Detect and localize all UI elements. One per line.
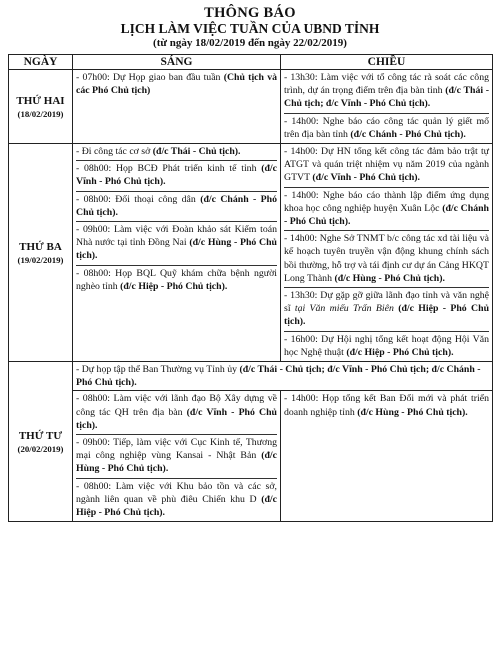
schedule-entry [76, 70, 277, 99]
entry-text: - 14h00: Họp tổng kết Ban Đổi mới và phát triển doanh nghiệp tỉnh [284, 393, 489, 418]
afternoon-cell [281, 70, 493, 144]
schedule-entry [76, 161, 277, 191]
morning-cell [73, 391, 281, 522]
schedule-entry [284, 144, 489, 188]
entry-text: - 14h00: Nghe báo cáo công tác quản lý giết mổ trên địa bàn tỉnh [284, 115, 489, 140]
entry-text: - 07h00: Dự Họp giao ban đầu tuần [76, 72, 224, 83]
entry-attendees: (đ/c Hiệp - Phó Chủ tịch). [120, 280, 228, 292]
entry-attendees: (Chủ tịch và các Phó Chủ tịch) [76, 72, 277, 97]
entry-attendees: (đ/c Hiệp - Phó Chủ tịch). [76, 493, 277, 519]
table-header-row [9, 55, 493, 70]
entry-attendees: (đ/c Hùng - Phó Chủ tịch). [76, 450, 277, 475]
schedule-entry [76, 391, 277, 435]
day-name: THỨ HAI [16, 94, 65, 107]
entry-attendees: (đ/c Thái - Chủ tịch; đ/c Vĩnh - Phó Chủ tịch). [284, 85, 489, 110]
entry-text: - Dự họp tập thể Ban Thường vụ Tỉnh ủy [76, 364, 240, 376]
schedule-table [8, 54, 493, 522]
entry-text: - 14h00: Nghe Sở TNMT b/c công tác xd tài liệu và kế hoạch tuyên truyền vận động khung chính sách bồi thường, hỗ trợ và tái định cư dự án Cảng HKQT Long Thành [284, 233, 489, 284]
entry-attendees: (đ/c Chánh - Phó Chủ tịch). [284, 202, 489, 228]
entry-text: - 13h30: Làm việc với tổ công tác rà soát các công trình, dự án trọng điểm trên địa bàn tỉnh [284, 72, 489, 97]
table-row [9, 362, 493, 391]
entry-text: - 08h00: Làm việc với lãnh đạo Bộ Xây dựng về công tác QH trên địa bàn [76, 393, 277, 418]
entry-text: - 13h30: Dự gặp gỡ giữa lãnh đạo tỉnh và văn nghệ sĩ [284, 290, 489, 315]
doc-date-range: (từ ngày 18/02/2019 đến ngày 22/02/2019) [153, 37, 347, 49]
table-row [9, 391, 493, 522]
document-header [8, 6, 492, 51]
afternoon-cell [281, 391, 493, 522]
entry-text: - 08h00: Đối thoại công dân [76, 193, 201, 205]
schedule-entry [284, 114, 489, 143]
schedule-entry [76, 222, 277, 266]
entry-text: - 09h00: Làm việc với Đoàn khảo sát Kiểm toán Nhà nước tại tỉnh Đồng Nai [76, 224, 277, 249]
table-row [9, 144, 493, 362]
day-cell [9, 70, 73, 144]
day-date: (18/02/2019) [17, 108, 64, 119]
schedule-entry [284, 70, 489, 114]
schedule-entry [76, 479, 277, 522]
entry-attendees: (đ/c Hùng - Phó Chủ tịch). [357, 406, 468, 418]
schedule-body [9, 70, 493, 522]
schedule-entry [76, 435, 277, 479]
day-name: THỨ BA [19, 240, 62, 253]
schedule-entry [76, 144, 277, 161]
day-date: (19/02/2019) [17, 254, 64, 265]
entry-attendees: (đ/c Vĩnh - Phó Chủ tịch). [76, 406, 277, 431]
day-cell [9, 362, 73, 522]
col-header-afternoon: CHIỀU [281, 55, 493, 70]
entry-attendees: (đ/c Vĩnh - Phó Chủ tịch). [76, 163, 277, 188]
table-row [9, 70, 493, 144]
entry-text: - 16h00: Dự Hội nghị tổng kết hoạt động Hội Văn học Nghệ thuật [284, 333, 489, 358]
entry-attendees: (đ/c Chánh - Phó Chủ tịch). [76, 193, 277, 218]
entry-text: - 14h00: Nghe báo cáo thành lập điểm ứng dụng khoa học công nghiệp huyện Xuân Lộc [284, 189, 489, 214]
entry-attendees: (đ/c Hiệp - Phó Chủ tịch). [284, 303, 490, 328]
doc-subtitle: LỊCH LÀM VIỆC TUẦN CỦA UBND TỈNH [120, 21, 380, 36]
entry-attendees: (đ/c Chánh - Phó Chủ tịch). [350, 128, 466, 140]
day-cell [9, 144, 73, 362]
entry-attendees: (đ/c Hùng - Phó Chủ tịch). [334, 272, 445, 284]
entry-text: - 08h00: Họp BCĐ Phát triển kinh tế tỉnh [76, 163, 262, 175]
entry-text: - 08h00: Họp BQL Quỹ khám chữa bệnh người nghèo tỉnh [76, 267, 277, 292]
entry-attendees: (đ/c Hiệp - Phó Chủ tịch). [346, 346, 454, 358]
schedule-entry [76, 266, 277, 295]
afternoon-cell [281, 144, 493, 362]
col-header-day: NGÀY [9, 55, 73, 70]
entry-text: - 08h00: Làm việc với Khu bảo tồn và các sở, ngành liên quan về phù điêu Chiến khu D [76, 480, 277, 505]
col-header-morning: SÁNG [73, 55, 281, 70]
schedule-entry [284, 231, 489, 288]
entry-text: - 14h00: Dự HN tổng kết công tác đảm bảo trật tự ATGT và quán triệt nhiệm vụ năm 2019 của ngành GTVT [284, 146, 489, 184]
schedule-entry [76, 192, 277, 222]
entry-attendees: (đ/c Vĩnh - Phó Chủ tịch). [312, 172, 421, 184]
entry-text: - Đi công tác cơ sở [76, 146, 153, 158]
full-day-entry [73, 362, 493, 391]
morning-cell [73, 144, 281, 362]
morning-cell [73, 70, 281, 144]
day-date: (20/02/2019) [17, 443, 64, 454]
day-name: THỨ TƯ [18, 429, 63, 442]
entry-location: tại Văn miếu Trấn Biên [294, 303, 394, 315]
schedule-entry [284, 288, 489, 332]
entry-attendees: (đ/c Hùng - Phó Chủ tịch). [76, 237, 277, 262]
doc-title: THÔNG BÁO [204, 5, 296, 21]
schedule-entry [284, 188, 489, 232]
schedule-entry [284, 391, 489, 420]
entry-attendees: (đ/c Thái - Chủ tịch). [152, 146, 241, 158]
entry-attendees: (đ/c Thái - Chủ tịch; đ/c Vĩnh - Phó Chủ tịch; đ/c Chánh - Phó Chủ tịch). [76, 364, 481, 389]
schedule-entry [284, 332, 489, 361]
entry-text: - 09h00: Tiếp, làm việc với Cục Kinh tế, Thương mại công nghiệp vùng Kansai - Nhật Bản [76, 437, 277, 462]
